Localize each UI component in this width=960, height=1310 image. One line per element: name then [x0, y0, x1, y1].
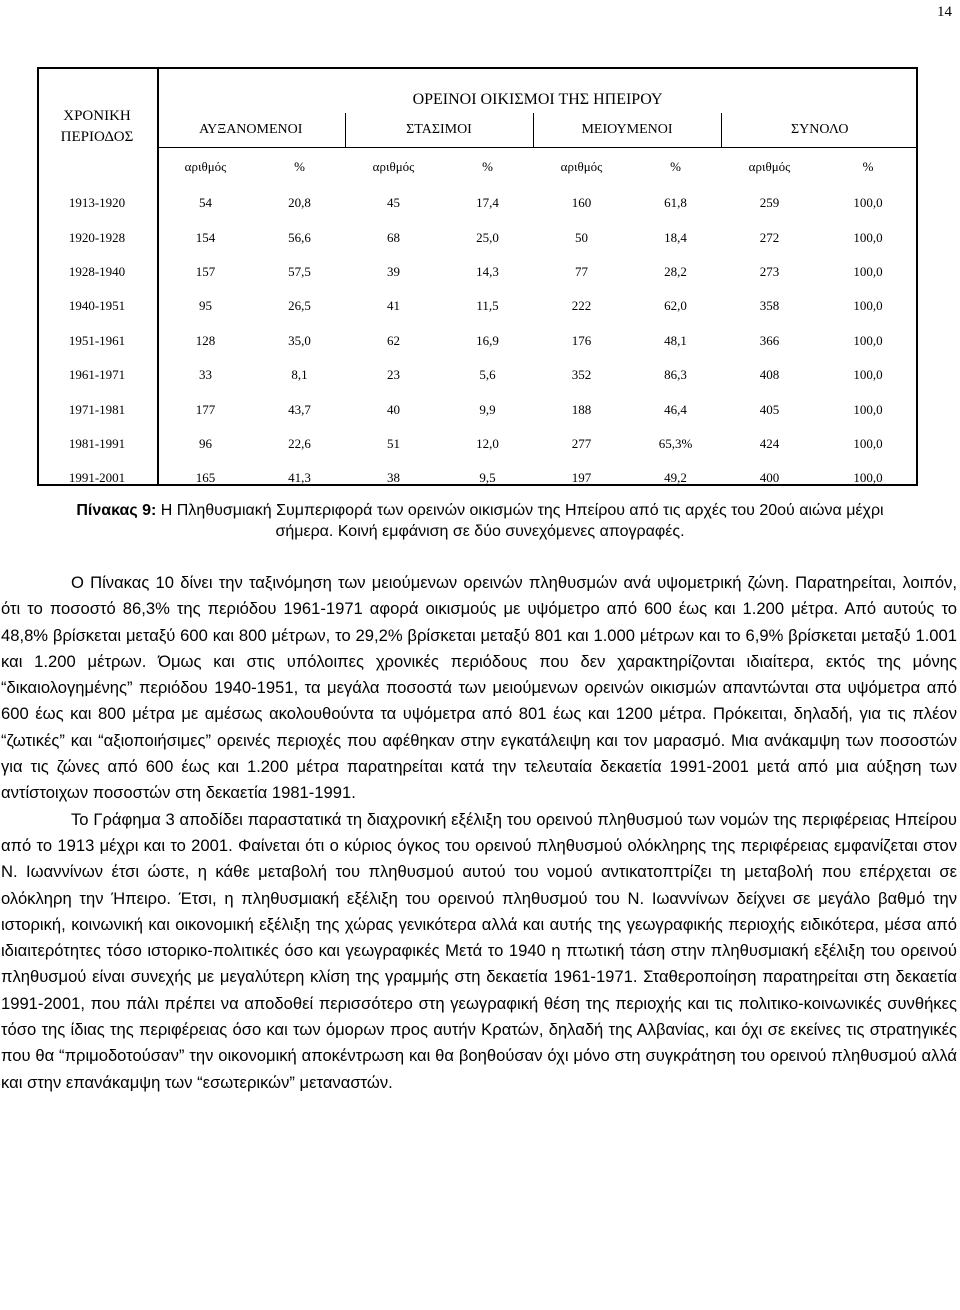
period-cell: 1928-1940 [68, 263, 126, 279]
value-cell: 272 [759, 229, 780, 245]
value-cell: 352 [571, 367, 592, 383]
value-cell: 33 [199, 367, 212, 383]
value-cell: 16,9 [476, 332, 499, 348]
value-cell: 45 [387, 195, 400, 211]
value-cell: 100,0 [853, 229, 883, 245]
period-cell: 1971-1981 [68, 401, 126, 417]
value-cell: 157 [195, 263, 216, 279]
unit-header: % [482, 159, 493, 174]
caption-label: Πίνακας 9: [76, 502, 157, 519]
value-cell: 40 [387, 401, 400, 417]
period-cell: 1913-1920 [68, 195, 126, 211]
value-cell: 100,0 [853, 263, 883, 279]
value-cell: 11,5 [476, 298, 499, 314]
value-cell: 86,3 [664, 367, 687, 383]
value-cell: 100,0 [853, 332, 883, 348]
value-cell: 96 [199, 435, 212, 451]
value-cell: 100,0 [853, 435, 883, 451]
unit-header: % [294, 159, 305, 174]
unit-header: % [862, 159, 874, 174]
value-cell: 54 [199, 195, 212, 211]
value-cell: 9,9 [479, 401, 496, 417]
value-cell: 358 [759, 298, 780, 314]
value-cell: 61,8 [664, 195, 687, 211]
group-header-total: ΣΥΝΟΛΟ [721, 113, 918, 148]
unit-header: % [670, 159, 681, 174]
period-cell: 1981-1991 [68, 435, 126, 451]
value-cell: 176 [571, 332, 592, 348]
value-cell: 95 [199, 298, 212, 314]
value-cell: 188 [571, 401, 592, 417]
value-cell: 8,1 [291, 367, 308, 383]
value-cell: 400 [759, 470, 780, 486]
table-row [37, 255, 918, 289]
value-cell: 56,6 [288, 229, 311, 245]
value-cell: 18,4 [664, 229, 687, 245]
group-header-stable: ΣΤΑΣΙΜΟΙ [345, 113, 533, 148]
value-cell: 100,0 [853, 367, 883, 383]
paragraph-2: Το Γράφημα 3 αποδίδει παραστατικά τη διαχρονική εξέλιξη του ορεινού πληθυσμού των νομών της περιφέρειας Ηπείρου από το 1913 μέχρι και το 2001. Φαίνεται ότι ο κύριος όγκος του ορεινού πληθυσμού ολόκληρης της περιφέρειας εμφανίζεται στον Ν. Ιωαννίνων έτσι ώστε, η κάθε μεταβολή του πληθυσμού αυτού του νομού αντικατοπτρίζει τη μεταβολή που επέρχεται σε ολόκληρη την Ήπειρο. Έτσι, η πληθυσμιακή εξέλιξη του ορεινού πληθυσμού του Ν. Ιωαννίνων δείχνει σε μεγάλο βαθμό την ιστορική, κοινωνική και οικονομική εξέλιξη της χώρας γενικότερα αλλά και αυτής της γεωγραφικής περιοχής ειδικότερα, μέσα από ιδιαιτερότητες τόσο ιστορικο-πολιτικές όσο και γεωγραφικές Μετά το 1940 η πτωτική τάση στην πληθυσμιακή εξέλιξη του ορεινού πληθυσμού είναι συνεχής με μεγαλύτερη κλίση της γραμμής στη δεκαετία 1961-1971. Σταθεροποίηση παρατηρείται στη δεκαετία 1991-2001, που πάλι πρέπει να αποδοθεί περισσότερο στη γεωγραφική θέση της περιοχής και τις πολιτικο-κοινωνικές συνθήκες τόσο της ίδιας της περιφέρειας όσο και των όμορων προς αυτήν Κρατών, δηλαδή της Αλβανίας, και όχι σε εκείνες τις στρατηγικές που θα “πριμοδοτούσαν” την οικονομική αποκέντρωση και θα βοηθούσαν όχι μόνο στη συγκράτηση του ορεινού πληθυσμού αλλά και στην επανάκαμψη των “εσωτερικών” μεταναστών. [1, 809, 957, 1092]
value-cell: 12,0 [476, 435, 499, 451]
period-cell: 1951-1961 [68, 332, 126, 348]
group-header-decreasing: ΜΕΙΟΥΜΕΝΟΙ [533, 113, 721, 148]
table-row [37, 392, 918, 426]
value-cell: 51 [387, 435, 400, 451]
table-body [37, 186, 918, 496]
value-cell: 154 [195, 229, 216, 245]
value-cell: 277 [571, 435, 592, 451]
value-cell: 14,3 [476, 263, 499, 279]
unit-header: αριθμός [560, 159, 603, 174]
value-cell: 405 [759, 401, 780, 417]
group-header-increasing: ΑΥΞΑΝΟΜΕΝΟΙ [157, 113, 345, 148]
value-cell: 100,0 [853, 470, 883, 486]
page-number: 14 [937, 4, 952, 20]
caption-text-line1: Η Πληθυσμιακή Συμπεριφορά των ορεινών οικισμών της Ηπείρου από τις αρχές του 20ού αιώνα μέχρι [156, 502, 884, 519]
paragraph-1: Ο Πίνακας 10 δίνει την ταξινόμηση των μειούμενων ορεινών πληθυσμών ανά υψομετρική ζώνη. Παρατηρείται, λοιπόν, ότι το ποσοστό 86,3% της περιόδου 1961-1971 αφορά οικισμούς με υψόμετρο από 600 έως και 1.200 μέτρα. Από αυτούς το 48,8% βρίσκεται μεταξύ 600 και 800 μέτρων, το 29,2% βρίσκεται μεταξύ 801 και 1.000 μέτρων και το 6,9% βρίσκεται μεταξύ 1.001 και 1.200 μέτρων. Όμως και στις υπόλοιπες χρονικές περιόδους που δεν χαρακτηρίζονται ιδιαίτερα, εκτός της μόνης “δικαιολογημένης” περιόδου 1940-1951, τα μεγάλα ποσοστά των μειούμενων ορεινών οικισμών απαντώνται στα υψόμετρα από 600 έως και 800 μέτρα με αμέσως ακολουθούντα τα υψόμετρα από 801 έως και 1200 μέτρα. Πρόκειται, δηλαδή, για τις πλέον “ζωτικές” και “αξιοποιήσιμες” ορεινές περιοχές που αφέθηκαν στην εγκατάλειψη και τον μαρασμό. Μια ανάκαμψη των ποσοστών για τις ζώνες από 600 έως και 1.200 μέτρα παρατηρείται κατά την τελευταία δεκαετία 1991-2001 μετά από μια αύξηση των αντίστοιχων ποσοστών στη δεκαετία 1981-1991. [1, 573, 957, 803]
period-header-line2: ΠΕΡΙΟΔΟΣ [60, 128, 134, 145]
table-row [37, 289, 918, 323]
value-cell: 100,0 [853, 298, 883, 314]
value-cell: 26,5 [288, 298, 311, 314]
period-cell: 1920-1928 [68, 229, 126, 245]
value-cell: 43,7 [288, 401, 311, 417]
value-cell: 20,8 [288, 195, 311, 211]
period-cell: 1991-2001 [68, 470, 126, 486]
table-row [37, 461, 918, 495]
value-cell: 100,0 [853, 401, 883, 417]
value-cell: 49,2 [664, 470, 687, 486]
table-title: ΟΡΕΙΝΟΙ ΟΙΚΙΣΜΟΙ ΤΗΣ ΗΠΕΙΡΟΥ [412, 91, 663, 108]
value-cell: 41,3 [288, 470, 311, 486]
value-cell: 25,0 [476, 229, 499, 245]
unit-header: αριθμός [184, 159, 227, 174]
table-caption [0, 500, 960, 542]
value-cell: 39 [387, 263, 400, 279]
value-cell: 57,5 [288, 263, 311, 279]
value-cell: 424 [759, 435, 780, 451]
value-cell: 128 [195, 332, 216, 348]
period-cell: 1940-1951 [68, 298, 126, 314]
value-cell: 38 [387, 470, 400, 486]
settlements-table [37, 67, 918, 496]
value-cell: 41 [387, 298, 400, 314]
value-cell: 9,5 [479, 470, 496, 486]
value-cell: 259 [759, 195, 780, 211]
value-cell: 5,6 [479, 367, 496, 383]
value-cell: 35,0 [288, 332, 311, 348]
value-cell: 273 [759, 263, 780, 279]
value-cell: 68 [387, 229, 400, 245]
table-row [37, 220, 918, 254]
value-cell: 177 [195, 401, 216, 417]
unit-header: αριθμός [372, 159, 415, 174]
value-cell: 22,6 [288, 435, 311, 451]
period-header-line1: ΧΡΟΝΙΚΗ [63, 107, 131, 124]
value-cell: 100,0 [853, 195, 883, 211]
value-cell: 408 [759, 367, 780, 383]
unit-header: αριθμός [748, 159, 791, 174]
value-cell: 48,1 [664, 332, 687, 348]
value-cell: 23 [387, 367, 400, 383]
value-cell: 50 [575, 229, 588, 245]
table-row [37, 427, 918, 461]
period-cell: 1961-1971 [68, 367, 126, 383]
value-cell: 197 [571, 470, 592, 486]
value-cell: 62 [387, 332, 400, 348]
table-row [37, 186, 918, 220]
value-cell: 28,2 [664, 263, 687, 279]
value-cell: 222 [571, 298, 592, 314]
body-text [1, 570, 957, 1096]
value-cell: 46,4 [664, 401, 687, 417]
value-cell: 366 [759, 332, 780, 348]
value-cell: 165 [195, 470, 216, 486]
value-cell: 17,4 [476, 195, 499, 211]
table-row [37, 324, 918, 358]
value-cell: 160 [571, 195, 592, 211]
value-cell: 77 [575, 263, 588, 279]
period-header [37, 67, 157, 186]
table-row [37, 358, 918, 392]
caption-text-line2: σήμερα. Κοινή εμφάνιση σε δύο συνεχόμενες απογραφές. [275, 523, 685, 540]
value-cell: 62,0 [664, 298, 687, 314]
value-cell: 65,3% [658, 435, 693, 451]
